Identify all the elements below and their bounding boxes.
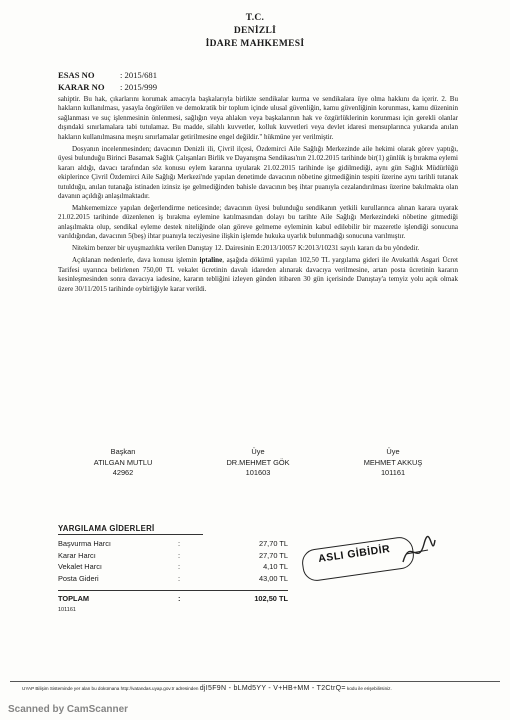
paragraph-1: sahiptir. Bu hak, çıkarlarını korumak amacıyla başkalarıyla birlikte sendikalar kurma ve sendikalara üye olma hakkını da içerir. 2. Bu hakların kullanılması, yasayla öngörülen ve demokratik bir toplum içinde ulusal güvenliğin, kamu güvenliğinin korunması, kamu düzeninin sağlanması ve suç işlenmesinin önlenmesi, sağlığın veya ahlakın veya başkalarının hak ve özgürlüklerinin korunması için gerekli olanlar dışındaki sınırlamalara tabi tutulamaz. Bu madde, silahlı kuvvetler, kolluk kuvvetleri veya devlet idaresi mensuplarınca yukarıda anılan hakların kullanılmasına meşru sınırlamalar getirilmesine engel değildir." hükmüne yer verilmiştir. <box>58 95 458 141</box>
footer-text-start: UYAP Bilişim Sisteminde yer alan bu dokümana http://vatandas.uyap.gov.tr adresinden <box>22 686 199 691</box>
esas-value: : 2015/681 <box>120 70 158 80</box>
total-divider <box>58 590 288 591</box>
signature-member-2 <box>328 447 458 479</box>
court-header <box>0 12 510 51</box>
total-label: TOPLAM <box>58 594 90 604</box>
costs-table <box>58 524 288 613</box>
footer-text-end: kodu ile erişebilirsiniz. <box>347 686 392 691</box>
cost-colon: : <box>178 550 181 560</box>
signature-number: 42962 <box>112 468 134 477</box>
scanner-watermark: Scanned by CamScanner <box>8 704 129 715</box>
cost-value: 43,00 TL <box>258 573 288 583</box>
stamp-text: ASLI GİBİDİR <box>317 543 391 565</box>
paragraph-3: Mahkememizce yapılan değerlendirme neticesinde; davacının üyesi bulunduğu sendikanın yetkili kurullarınca alınan karara uyarak 21.02.2015 tarihinde düzenlenen iş bırakma eylemine katılmasından dolayı bu tarihte Aile Sağlığı Merkezindeki nöbetine gitmediği anlaşılmakta olup, sendikal eyleme destek niteliğinde olan göreve gelmeme eyleminin kabul edilebilir bir mazeretle işlendiği sonucuna varıldığından, davacının 5(beş) ihtar puanıyla tecziyesine ilişkin işlemde hukuka uyarlık bulunmadığı sonucuna varılmıştır. <box>58 203 458 241</box>
signature-member-1 <box>193 447 323 479</box>
cost-value: 27,70 TL <box>258 539 288 549</box>
cost-label: Başvurma Harcı <box>58 539 111 549</box>
cost-label: Vekalet Harcı <box>58 562 102 572</box>
signature-role: Başkan <box>110 447 136 456</box>
costs-title: YARGILAMA GİDERLERİ <box>58 524 203 535</box>
cost-label: Karar Harcı <box>58 550 96 560</box>
cost-total-row <box>58 593 288 605</box>
signature-role: Üye <box>251 447 265 456</box>
case-numbers <box>58 69 157 93</box>
cost-row <box>58 573 288 585</box>
total-colon: : <box>178 594 181 604</box>
cost-reference: 101161 <box>58 606 76 613</box>
header-line-court: İDARE MAHKEMESİ <box>205 39 305 49</box>
footer-divider <box>10 681 500 682</box>
signature-scribble <box>398 532 438 572</box>
header-line-city: DENİZLİ <box>233 26 277 36</box>
cost-row <box>58 538 288 550</box>
cost-colon: : <box>178 562 181 572</box>
paragraph-5-end: , aşağıda dökümü yapılan 102,50 TL yargılama gideri ile Avukatlık Asgari Ücret Tarifesi uyarınca belirlenen 750,00 TL vekalet ücretinin davalı idareden alınarak davacıya verilmesine, artan posta ücretinin kararın kesinleşmesinden sonra davacıya iadesine, kararın tebliğini izleyen günden itibaren 30 gün içerisinde Danıştay'a temyiz yolu açık olmak üzere 30/11/2015 tarihinde oybirliğiyle karar verildi. <box>58 256 458 293</box>
cost-colon: : <box>178 573 181 583</box>
decision-body <box>58 95 458 297</box>
signature-number: 101603 <box>245 468 271 477</box>
karar-value: : 2015/999 <box>120 82 158 92</box>
signature-number: 101161 <box>380 468 406 477</box>
paragraph-5-bold: iptaline <box>199 256 223 265</box>
signature-name: ATILGAN MUTLU <box>93 457 153 467</box>
signature-name: DR.MEHMET GÖK <box>226 457 290 467</box>
header-line-tc: T.C. <box>245 13 265 23</box>
total-value: 102,50 TL <box>254 594 288 604</box>
karar-label: KARAR NO <box>58 82 105 92</box>
signature-president <box>58 447 188 479</box>
signature-role: Üye <box>386 447 400 456</box>
footer <box>22 685 502 692</box>
cost-row <box>58 561 288 573</box>
paragraph-2: Dosyanın incelenmesinden; davacının Denizli ili, Çivril ilçesi, Özdemirci Aile Sağlığı Merkezinde aile hekimi olarak görev yaptığı, üyesi bulunduğu Birinci Basamak Sağlık Çalışanları Birlik ve Dayanışma Sendikası'nın 21.02.2015 tarihinde bir(1) günlük iş bırakma eylemi kararı aldığı, davacı tarafından söz konusu eylem kararına uyularak 21.02.2015 tarihinde işe gidilmediği, aynı gün Sağlık Müdürlüğü ekiplerince Çivril Özdemirci Aile Sağlığı Merkezi'nde yapılan denetimde davacının nöbetine gitmediğinin tespiti üzerine aynı tarihli tutanak tutulduğu, anılan tutanağa istinaden izinsiz işe gelmediğinden bahisle davacının beş ihtar puanıyla cezalandırılması üzerine bakılmakta olan davanın açıldığı anlaşılmaktadır. <box>58 144 458 201</box>
cost-colon: : <box>178 539 181 549</box>
cost-value: 27,70 TL <box>258 550 288 560</box>
paragraph-4: Nitekim benzer bir uyuşmazlıkta verilen Danıştay 12. Dairesinin E:2013/10057 K:2013/10231 sayılı kararı da bu yöndedir. <box>72 244 420 253</box>
cost-value: 4,10 TL <box>263 562 288 572</box>
cost-row <box>58 550 288 562</box>
cost-label: Posta Gideri <box>58 573 99 583</box>
paragraph-5 <box>58 256 458 294</box>
signature-name: MEHMET AKKUŞ <box>363 457 423 467</box>
esas-label: ESAS NO <box>58 70 95 80</box>
paragraph-5-start: Açıklanan nedenlerle, dava konusu işlemin <box>72 256 200 265</box>
footer-access-code: djI5F9N - bLMd5YY - V+HB+MM - T2CtrQ= <box>199 685 346 692</box>
signatures <box>58 447 458 479</box>
